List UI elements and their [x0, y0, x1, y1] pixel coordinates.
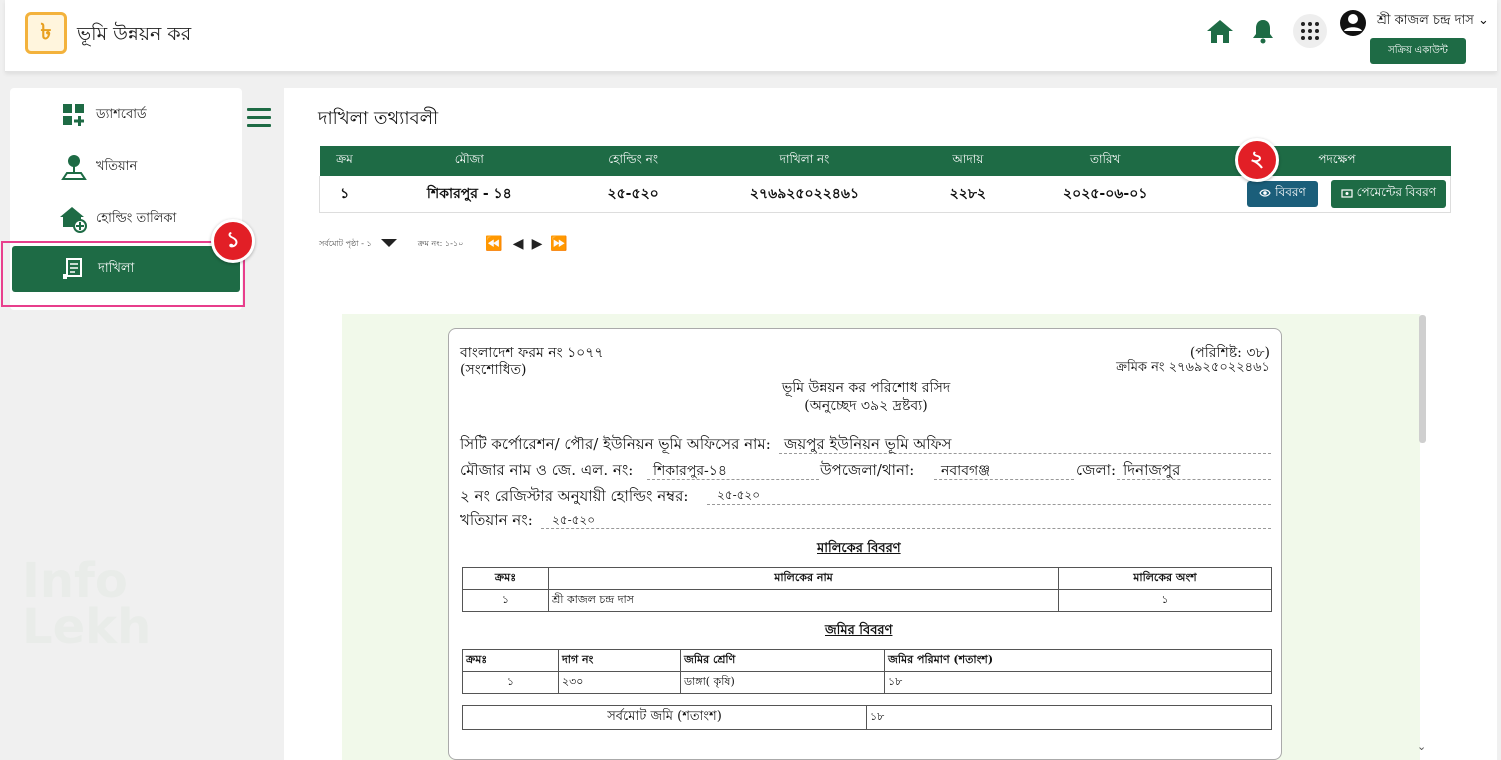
home-icon[interactable] — [1205, 16, 1235, 46]
office-label: সিটি কর্পোরেশন/ পৌর/ ইউনিয়ন ভূমি অফিসের নাম: — [460, 435, 771, 453]
cell-mouza: শিকারপুর - ১৪ — [369, 176, 569, 212]
cell-holding: ২৫-৫২০ — [569, 176, 697, 212]
dashboard-icon — [60, 101, 88, 129]
payment-detail-button[interactable]: পেমেন্টের বিবরণ — [1331, 180, 1446, 208]
holding-value: ২৫-৫২০ — [717, 488, 761, 502]
land-col-header: জমির পরিমাণ (শতাংশ) — [885, 650, 1272, 672]
dakhila-table — [319, 146, 1451, 213]
receipt-title: ভূমি উন্নয়ন কর পরিশোধ রসিদ — [781, 380, 951, 396]
sidebar-item-label: খতিয়ান — [96, 158, 138, 174]
highlight-box-dakhila — [1, 241, 245, 307]
district-value: দিনাজপুর — [1123, 461, 1181, 479]
receipt-subtitle: (অনুচ্ছেদ ৩৯২ দ্রষ্টব্য) — [804, 398, 928, 414]
cell-amount: ২২৮২ — [912, 176, 1024, 212]
khatian-value: ২৫-৫২০ — [552, 513, 596, 527]
last-page-icon[interactable]: ⏩ — [550, 236, 568, 252]
total-land-table — [462, 705, 1272, 730]
scroll-down-icon[interactable]: ⌄ — [1417, 740, 1427, 753]
appendix-label: (পরিশিষ্ট: ৩৮) — [1189, 345, 1270, 361]
record-range: ক্রম নং: ১-১০ — [417, 238, 464, 248]
owner-section-title: মালিকের বিবরণ — [817, 541, 901, 556]
next-page-icon[interactable]: ▶ — [531, 236, 543, 252]
sidebar-item-dashboard[interactable] — [10, 90, 242, 140]
col-header: তারিখ — [1024, 146, 1187, 176]
page-title: দাখিলা তথ্যাবলী — [318, 108, 439, 129]
land-table — [462, 649, 1272, 694]
money-icon — [1341, 187, 1353, 201]
eye-icon — [1259, 187, 1271, 201]
user-avatar-icon[interactable] — [1338, 8, 1368, 42]
office-value: জয়পুর ইউনিয়ন ভূমি অফিস — [784, 435, 952, 453]
table-row — [463, 706, 1272, 730]
col-header: দাখিলা নং — [697, 146, 912, 176]
first-page-icon[interactable]: ⏪ — [485, 236, 503, 252]
detail-button[interactable]: বিবরণ — [1247, 181, 1318, 207]
table-row: ১ শ্রী কাজল চন্দ্র দাস ১ — [463, 590, 1272, 612]
cell-date: ২০২৫-০৬-০১ — [1024, 176, 1187, 212]
upazila-label: উপজেলা/থানা: — [820, 461, 915, 479]
serial-number: ক্রমিক নং ২৭৬৯২৫০২২৪৬১ — [1116, 360, 1270, 375]
active-account-button[interactable]: সক্রিয় একাউন্ট — [1370, 38, 1466, 64]
table-row: ১ ২৩০ ডাঙ্গা( কৃষি) ১৮ — [463, 672, 1272, 694]
receipt-document — [448, 328, 1282, 760]
chevron-down-icon[interactable]: ⌄ — [1477, 13, 1489, 28]
apps-grid-icon[interactable] — [1293, 14, 1327, 48]
pagination — [319, 236, 572, 252]
table-row — [320, 176, 1451, 212]
total-land-label: সর্বমোট জমি (শতাংশ) — [463, 706, 867, 730]
upazila-value: নবাবগঞ্জ — [941, 463, 991, 479]
form-number: বাংলাদেশ ফরম নং ১০৭৭ — [460, 345, 604, 361]
sidebar-item-label: দাখিলা — [98, 260, 135, 276]
owner-col-header: মালিকের নাম — [549, 568, 1059, 590]
col-header: পদক্ষেপ — [1187, 146, 1451, 176]
prev-page-icon[interactable]: ◀ — [512, 236, 524, 252]
land-col-header: দাগ নং — [559, 650, 681, 672]
owner-col-header: মালিকের অংশ — [1059, 568, 1272, 590]
col-header: হোল্ডিং নং — [569, 146, 697, 176]
col-header: ক্রম — [320, 146, 370, 176]
app-title: ভূমি উন্নয়ন কর — [77, 23, 192, 45]
total-land-value: ১৮ — [867, 706, 1272, 730]
mouza-value: শিকারপুর-১৪ — [653, 463, 727, 479]
cell-actions — [1187, 176, 1451, 212]
preview-scrollbar[interactable] — [1419, 315, 1426, 443]
mouza-label: মৌজার নাম ও জে. এল. নং: — [460, 461, 634, 479]
sidebar-item-label: হোল্ডিং তালিকা — [96, 210, 177, 226]
house-add-icon — [60, 205, 88, 233]
step-badge-1: ১ — [211, 219, 255, 263]
khatian-label: খতিয়ান নং: — [460, 511, 533, 529]
cell-serial: ১ — [320, 176, 370, 212]
bell-icon[interactable] — [1248, 16, 1278, 46]
owner-col-header: ক্রমঃ — [463, 568, 549, 590]
col-header: আদায় — [912, 146, 1024, 176]
sidebar-item-label: ড্যাশবোর্ড — [96, 106, 147, 122]
land-col-header: ক্রমঃ — [463, 650, 559, 672]
top-bar — [5, 0, 1497, 72]
taka-icon: ৳ — [40, 19, 52, 45]
land-col-header: জমির শ্রেণি — [681, 650, 885, 672]
app-logo[interactable] — [25, 12, 67, 54]
land-icon — [60, 153, 88, 181]
holding-label: ২ নং রেজিস্টার অনুযায়ী হোল্ডিং নম্বর: — [460, 487, 689, 505]
sidebar-item-holding-list[interactable] — [10, 194, 242, 244]
land-section-title: জমির বিবরণ — [825, 623, 893, 638]
revised-label: (সংশোধিত) — [460, 362, 527, 378]
total-pages: সর্বমোট পৃষ্ঠা - ১ — [319, 238, 372, 248]
menu-toggle-icon[interactable] — [247, 108, 271, 128]
user-name[interactable]: শ্রী কাজল চন্দ্র দাস ⌄ — [1377, 13, 1489, 28]
district-label: জেলা: — [1076, 461, 1117, 479]
main-panel — [284, 88, 1497, 760]
cell-dakhila-no: ২৭৬৯২৫০২২৪৬১ — [697, 176, 912, 212]
col-header: মৌজা — [369, 146, 569, 176]
receipt-preview — [342, 314, 1420, 760]
watermark: Info Lekh — [22, 553, 152, 655]
sidebar-item-khatian[interactable] — [10, 142, 242, 192]
step-badge-2: ২ — [1235, 138, 1279, 182]
owner-table — [462, 567, 1272, 612]
page-select-chevron-icon[interactable] — [380, 238, 398, 250]
